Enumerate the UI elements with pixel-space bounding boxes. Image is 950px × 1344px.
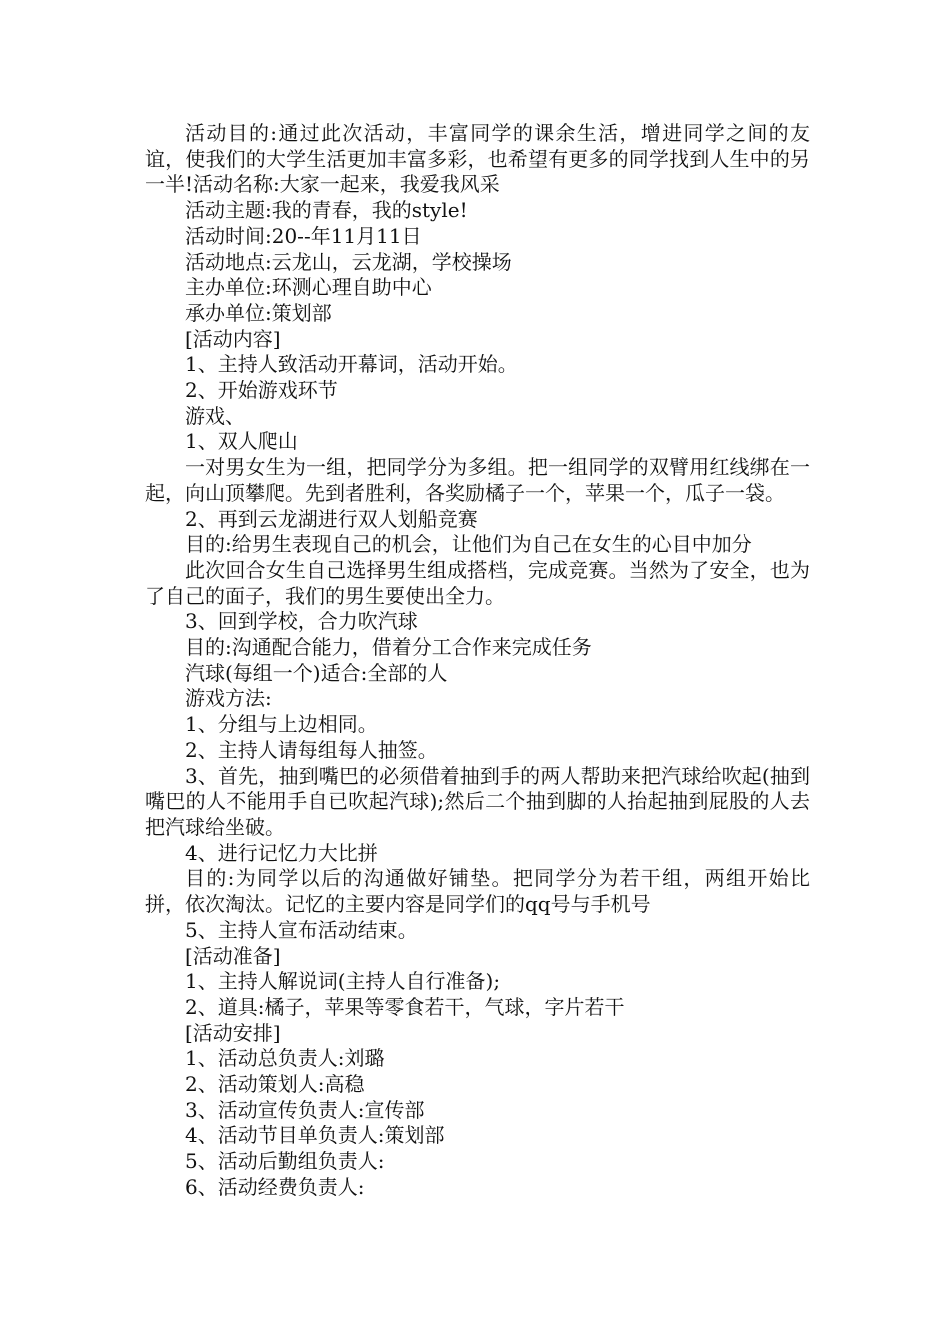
section-heading-arrangement: [活动安排]: [185, 1020, 281, 1045]
paragraph-item: 汽球(每组一个)适合:全部的人: [185, 660, 448, 685]
paragraph-theme: 活动主题:我的青春，我的style!: [185, 198, 468, 223]
paragraph-item: 目的:为同学以后的沟通做好铺垫。把同学分为若干组，两组开始比拼，依次淘汰。记忆的主要内容是同学们的qq号与手机号: [145, 866, 810, 917]
paragraph-item: 4、活动节目单负责人:策划部: [185, 1123, 445, 1148]
paragraph-item: 游戏方法:: [185, 686, 272, 711]
paragraph-item: 3、首先，抽到嘴巴的必须借着抽到手的两人帮助来把汽球给吹起(抽到嘴巴的人不能用手自已吹起汽球);然后二个抽到脚的人抬起抽到屁股的人去把汽球给坐破。: [145, 763, 810, 839]
paragraph-item: 2、主持人请每组每人抽签。: [185, 737, 438, 762]
paragraph-item: 3、回到学校，合力吹汽球: [185, 609, 418, 634]
section-heading-content: [活动内容]: [185, 326, 281, 351]
paragraph-co-organizer: 承办单位:策划部: [185, 300, 332, 325]
paragraph-time: 活动时间:20--年11月11日: [185, 223, 422, 248]
paragraph-item: 2、开始游戏环节: [185, 378, 338, 403]
paragraph-item: 2、再到云龙湖进行双人划船竞赛: [185, 506, 478, 531]
document-body: [145, 121, 810, 1201]
paragraph-item: 4、进行记忆力大比拼: [185, 840, 378, 865]
paragraph-item: 一对男女生为一组，把同学分为多组。把一组同学的双臂用红线绑在一起，向山顶攀爬。先到者胜利，各奖励橘子一个，苹果一个，瓜子一袋。: [145, 455, 810, 505]
paragraph-item: 1、双人爬山: [185, 429, 298, 454]
paragraph-item: 2、道具:橘子，苹果等零食若干，气球，字片若干: [185, 994, 625, 1019]
paragraph-item: 此次回合女生自己选择男生组成搭档，完成竞赛。当然为了安全，也为了自己的面子，我们的男生要使出全力。: [145, 557, 810, 608]
paragraph-item: 6、活动经费负责人:: [185, 1174, 365, 1199]
paragraph-item: 目的:给男生表现自己的机会，让他们为自己在女生的心目中加分: [185, 532, 752, 557]
paragraph-item: 2、活动策划人:高稳: [185, 1072, 365, 1097]
paragraph-item: 游戏、: [185, 403, 245, 428]
section-heading-preparation: [活动准备]: [185, 943, 281, 968]
paragraph-item: 3、活动宣传负责人:宣传部: [185, 1097, 425, 1122]
paragraph-item: 目的:沟通配合能力，借着分工合作来完成任务: [185, 635, 592, 660]
paragraph-item: 5、主持人宣布活动结束。: [185, 917, 418, 942]
paragraph-item: 1、活动总负责人:刘璐: [185, 1046, 385, 1071]
paragraph-item: 5、活动后勤组负责人:: [185, 1149, 385, 1174]
paragraph-location: 活动地点:云龙山，云龙湖，学校操场: [185, 249, 512, 274]
paragraph-organizer: 主办单位:环测心理自助中心: [185, 275, 432, 300]
paragraph-purpose: 活动目的:通过此次活动，丰富同学的课余生活，增进同学之间的友谊，使我们的大学生活更加丰富多彩，也希望有更多的同学找到人生中的另一半!活动名称:大家一起来，我爱我风采: [145, 121, 810, 197]
paragraph-item: 1、主持人致活动开幕词，活动开始。: [185, 352, 518, 377]
paragraph-item: 1、主持人解说词(主持人自行准备);: [185, 969, 501, 994]
paragraph-item: 1、分组与上边相同。: [185, 712, 378, 737]
